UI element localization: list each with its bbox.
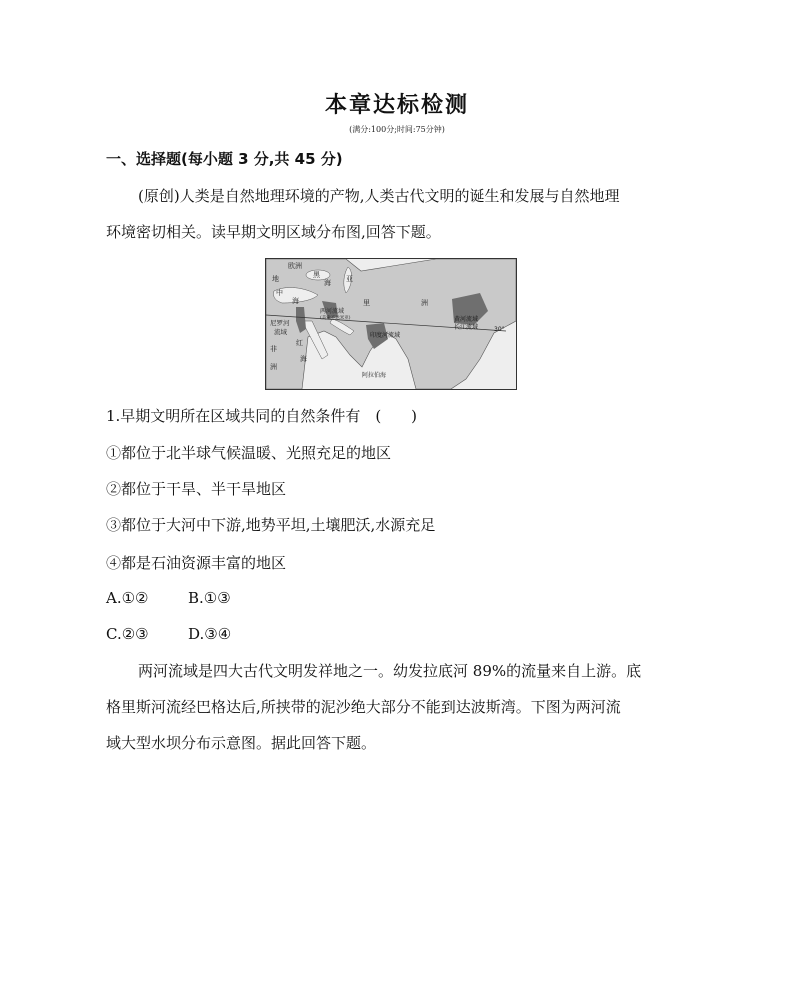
option-b: B.①③	[188, 589, 231, 607]
option-a: A.①②	[106, 589, 149, 607]
q1-options-row-1	[106, 589, 231, 607]
label-zhou: 洲	[421, 299, 428, 307]
label-hai2: 海	[324, 279, 331, 287]
label-hai3: 海	[300, 355, 307, 363]
q1-statement-1: ①都位于北半球气候温暖、光照充足的地区	[106, 444, 392, 462]
label-yinduhe: 印度河流域	[370, 332, 401, 339]
passage-2	[106, 653, 706, 761]
civilization-map	[265, 258, 517, 390]
intro-prefix: (原创)	[138, 187, 180, 205]
exam-info: (满分:100分;时间:75分钟)	[349, 125, 445, 134]
label-zhong: 中	[276, 289, 283, 297]
passage-2-line-1: 两河流域是四大古代文明发祥地之一。幼发拉底河 89%的流量来自上游。底	[138, 662, 642, 680]
label-niluo-2: 流域	[274, 328, 287, 336]
label-lat: 30°	[494, 326, 505, 333]
page-title: 本章达标检测	[324, 92, 469, 118]
q1-statement-2: ②都位于干旱、半干旱地区	[106, 480, 287, 498]
intro-line-2: 环境密切相关。读早期文明区域分布图,回答下题。	[106, 223, 441, 241]
q1-statement-3: ③都位于大河中下游,地势平坦,土壤肥沃,水源充足	[106, 516, 436, 534]
label-hai1: 海	[292, 297, 299, 305]
label-europe: 欧洲	[288, 262, 302, 270]
label-changjiang: 长江流域	[454, 324, 479, 331]
label-alabo: 阿拉伯海	[362, 372, 387, 379]
passage-2-line-3: 域大型水坝分布示意图。据此回答下题。	[106, 734, 377, 752]
label-di: 地	[272, 275, 279, 283]
intro-line-1: 人类是自然地理环境的产物,人类古代文明的诞生和发展与自然地理	[179, 187, 620, 205]
label-fei: 非	[270, 345, 277, 353]
label-li: 里	[363, 299, 370, 307]
label-ya: 亚	[346, 275, 353, 283]
intro-paragraph	[106, 178, 691, 250]
label-lianghe: 两河流域	[320, 308, 345, 315]
option-d: D.③④	[188, 625, 232, 643]
section-heading: 一、选择题(每小题 3 分,共 45 分)	[106, 150, 343, 168]
label-zhou2: 洲	[270, 363, 277, 371]
label-hei: 黑	[313, 271, 320, 279]
label-huanghe: 黄河流域	[454, 316, 479, 323]
q1-statement-4: ④都是石油资源丰富的地区	[106, 554, 287, 572]
q1-stem: 1.早期文明所在区域共同的自然条件有 ( )	[106, 407, 418, 425]
q1-options-row-2	[106, 625, 231, 643]
passage-2-line-2: 格里斯河流经巴格达后,所挟带的泥沙绝大部分不能到达波斯湾。下图为两河流	[106, 698, 621, 716]
label-lianghe-sub: (美索不达米亚)	[320, 316, 351, 321]
option-c: C.②③	[106, 625, 149, 643]
label-niluo: 尼罗河	[270, 319, 290, 327]
label-hong: 红	[296, 339, 303, 347]
